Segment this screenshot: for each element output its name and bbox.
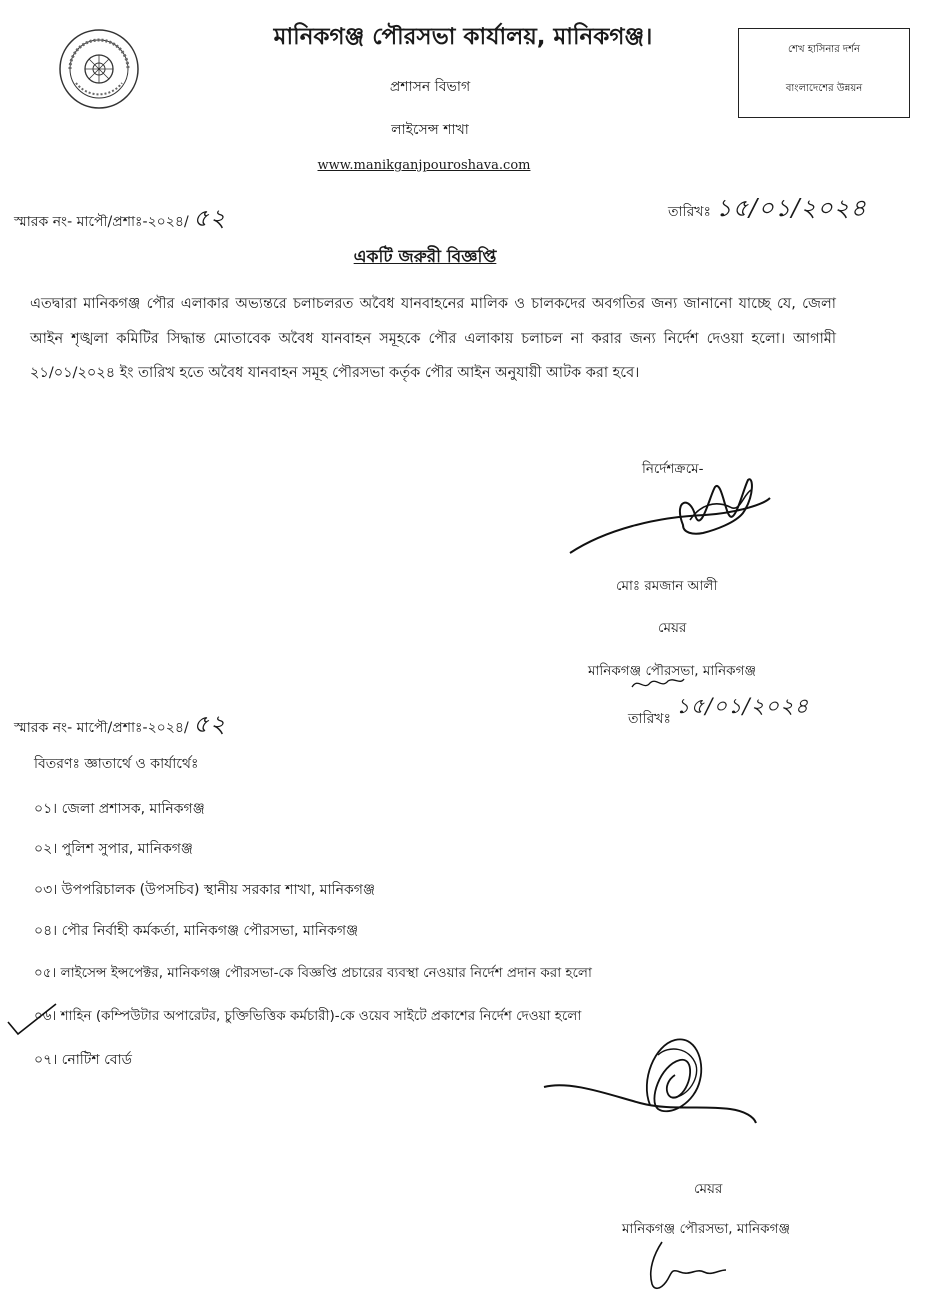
slogan-line-2: বাংলাদেশের উন্নয়ন (785, 83, 863, 94)
slogan-box (738, 28, 910, 118)
slogan-line-1: শেখ হাসিনার দর্শন (787, 44, 861, 55)
office-title: মানিকগঞ্জ পৌরসভা কার্যালয়, মানিকগঞ্জ। (273, 24, 653, 50)
memo-ref-handwritten: ৫২ (193, 204, 227, 232)
memo-date-handwritten: ১৫/০১/২০২৪ (716, 194, 867, 222)
section-name: লাইসেন্স শাখা (391, 122, 469, 138)
memo-reference (14, 200, 226, 240)
website-url: www.manikganjpouroshava.com (317, 158, 531, 173)
check-mark-icon (4, 1000, 64, 1040)
mayor-signature-1 (565, 455, 775, 565)
memo-2-ref-handwritten: ৫২ (193, 710, 227, 738)
distribution-heading: বিতরণঃ জ্ঞাতার্থে ও কার্যার্থেঃ (34, 756, 199, 772)
initial-scribble-2 (640, 1240, 730, 1295)
distribution-item: ০৪। পৌর নির্বাহী কর্মকর্তা, মানিকগঞ্জ পৌরসভা, মানিকগঞ্জ (34, 923, 359, 939)
distribution-item: ০৩। উপপরিচালক (উপসচিব) স্থানীয় সরকার শাখা, মানিকগঞ্জ (34, 882, 375, 898)
mayor-designation-1: মেয়র (658, 620, 687, 636)
memo-2-ref-printed: স্মারক নং- মাপৌ/প্রশাঃ-২০২৪/ (14, 720, 189, 736)
memo-ref-printed: স্মারক নং- মাপৌ/প্রশাঃ-২০২৪/ (14, 214, 189, 230)
memo-date (668, 190, 867, 230)
memo-2-date (628, 690, 809, 725)
mayor-office-2: মানিকগঞ্জ পৌরসভা, মানিকগঞ্জ (622, 1221, 791, 1237)
mayor-designation-2: মেয়র (694, 1181, 723, 1197)
on-order-label: নির্দেশক্রমে- (642, 461, 704, 477)
notice-heading: একটি জরুরী বিজ্ঞপ্তি (353, 247, 497, 267)
department-name: প্রশাসন বিভাগ (389, 79, 471, 95)
mayor-name: মোঃ রমজান আলী (616, 578, 718, 594)
mayor-signature-2 (540, 1025, 760, 1135)
mayor-office-1: মানিকগঞ্জ পৌরসভা, মানিকগঞ্জ (588, 663, 757, 679)
distribution-item: ০২। পুলিশ সুপার, মানিকগঞ্জ (34, 841, 193, 857)
memo-2-date-label: তারিখঃ (628, 711, 671, 727)
memo-date-label: তারিখঃ (668, 204, 711, 220)
memo-2-date-handwritten: ১৫/০১/২০২৪ (676, 694, 810, 718)
distribution-item: ০৬। শাহিন (কম্পিউটার অপারেটর, চুক্তিভিত্তিক কর্মচারী)-কে ওয়েব সাইটে প্রকাশের নির্দেশ দেওয়া হলো (34, 1008, 582, 1024)
distribution-item: ০৫। লাইসেন্স ইন্সপেক্টর, মানিকগঞ্জ পৌরসভা-কে বিজ্ঞপ্তি প্রচারের ব্যবস্থা নেওয়ার নির্দেশ প্রদান করা হলো (34, 965, 592, 981)
distribution-item: ০৭। নোটিশ বোর্ড (34, 1052, 132, 1068)
distribution-item: ০১। জেলা প্রশাসক, মানিকগঞ্জ (34, 801, 205, 817)
notice-body: এতদ্বারা মানিকগঞ্জ পৌর এলাকার অভ্যন্তরে চলাচলরত অবৈধ যানবাহনের মালিক ও চালকদের অবগতির জন্য জানানো যাচ্ছে যে, জেলা আইন শৃঙ্খলা কমিটির সিদ্ধান্ত মোতাবেক অবৈধ যানবাহন সমূহকে পৌর এলাকায় চলাচল না করার জন্য নির্দেশ দেওয়া হলো। আগামী ২১/০১/২০২৪ ইং তারিখ হতে অবৈধ যানবাহন সমূহ পৌরসভা কর্তৃক পৌর আইন অনুযায়ী আটক করা হবে। (30, 296, 836, 382)
memo-reference-2 (14, 706, 226, 746)
